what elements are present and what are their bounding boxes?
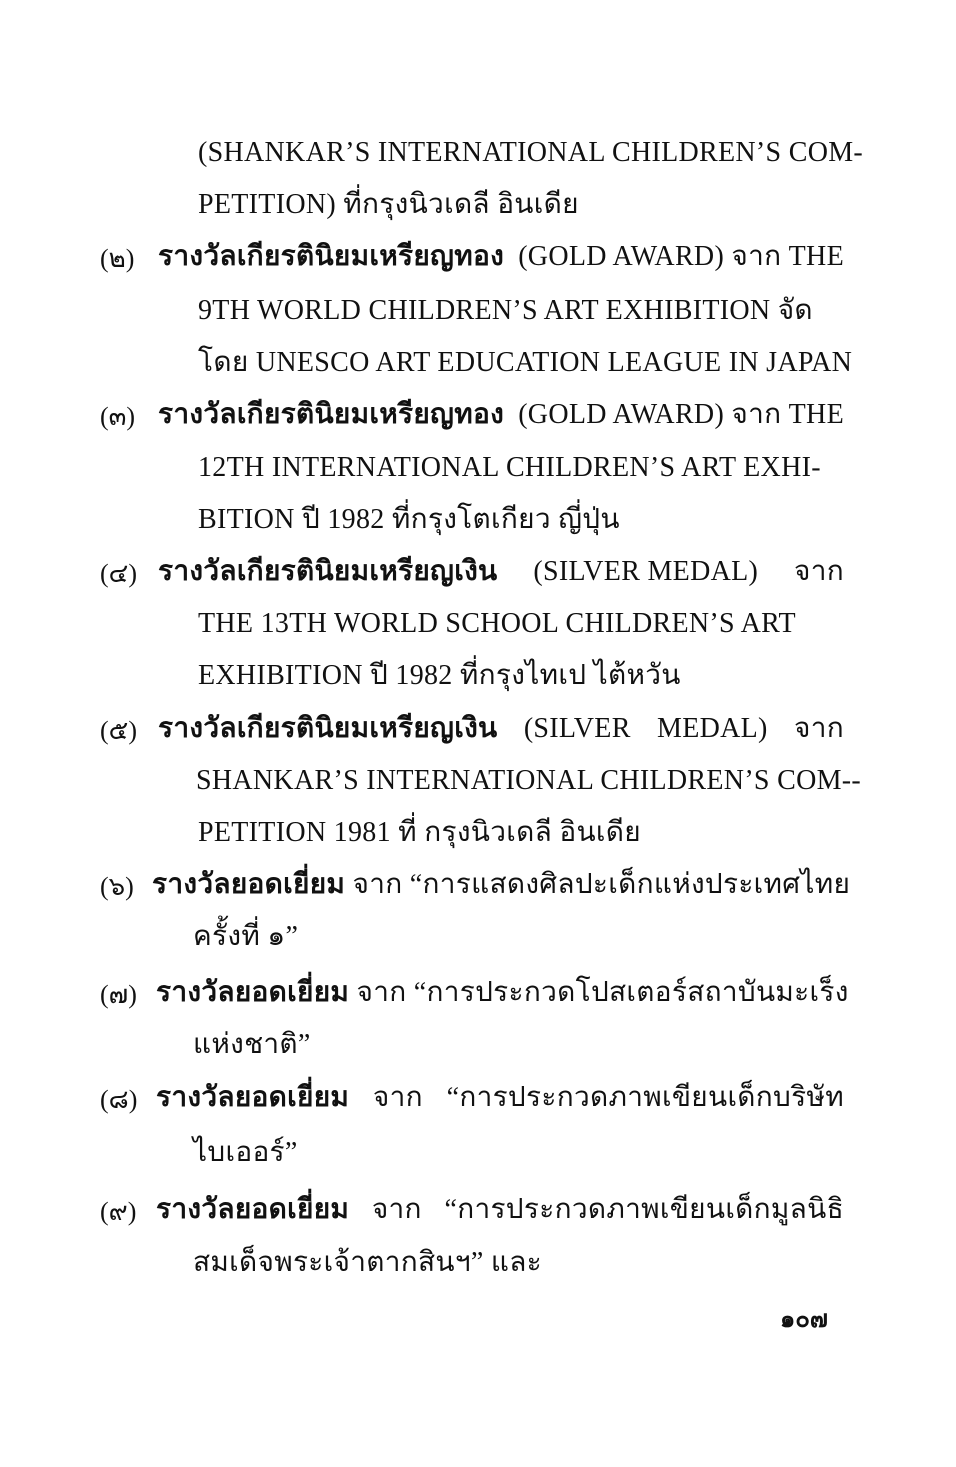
item-number: (๒) — [100, 244, 135, 273]
list-item-heading — [158, 398, 844, 432]
award-title: รางวัลเกียรตินิยมเหรียญเงิน — [158, 556, 498, 587]
list-item-heading — [152, 868, 851, 902]
award-title: รางวัลเกียรตินิยมเหรียญทอง — [158, 241, 505, 272]
award-detail: (SILVER — [523, 713, 631, 744]
item-number: (๗) — [100, 980, 137, 1009]
item-number: (๙) — [100, 1197, 137, 1226]
list-item-heading — [156, 1081, 844, 1115]
award-detail: (SILVER MEDAL) — [533, 556, 759, 587]
award-detail: จาก — [371, 1194, 422, 1225]
item-line: EXHIBITION ปี 1982 ที่กรุงไทเป ไต้หวัน — [198, 660, 681, 691]
award-title: รางวัลยอดเยี่ยม — [156, 977, 350, 1008]
award-title: รางวัลยอดเยี่ยม — [156, 1194, 350, 1225]
award-title: รางวัลยอดเยี่ยม — [152, 869, 346, 900]
list-item-heading — [156, 1193, 844, 1227]
item-line: BITION ปี 1982 ที่กรุงโตเกียว ญี่ปุ่น — [198, 504, 620, 535]
list-item-heading — [158, 240, 844, 274]
award-detail: (GOLD AWARD) จาก THE — [518, 241, 844, 272]
award-detail: MEDAL) — [657, 713, 768, 744]
item-line: 12TH INTERNATIONAL CHILDREN’S ART EXHI- — [198, 452, 821, 483]
item-number: (๘) — [100, 1085, 138, 1114]
item-number: (๔) — [100, 559, 137, 588]
item-line: โดย UNESCO ART EDUCATION LEAGUE IN JAPAN — [198, 347, 853, 378]
item-number: (๕) — [100, 716, 137, 745]
item-line-text: THE 13TH WORLD SCHOOL CHILDREN’S ART — [198, 608, 796, 639]
item-line: 9TH WORLD CHILDREN’S ART EXHIBITION จัด — [198, 295, 813, 326]
award-detail: จาก — [794, 556, 844, 587]
award-title: รางวัลเกียรตินิยมเหรียญทอง — [158, 399, 505, 430]
page-number: ๑๐๗ — [780, 1307, 828, 1333]
continuation-line-1: (SHANKAR’S INTERNATIONAL CHILDREN’S COM- — [198, 137, 864, 168]
list-item-heading — [158, 712, 844, 746]
item-number: (๓) — [100, 402, 136, 431]
item-line: SHANKAR’S INTERNATIONAL CHILDREN’S COM-- — [196, 765, 862, 796]
item-line — [198, 607, 844, 641]
award-detail: “การประกวดภาพเขียนเด็กมูลนิธิ — [444, 1194, 844, 1225]
continuation-line-2: PETITION) ที่กรุงนิวเดลี อินเดีย — [198, 189, 579, 220]
award-detail: จาก “การประกวดโปสเตอร์สถาบันมะเร็ง — [356, 977, 849, 1008]
award-detail: (GOLD AWARD) จาก THE — [518, 399, 844, 430]
item-line: แห่งชาติ” — [193, 1029, 311, 1060]
item-line: PETITION 1981 ที่ กรุงนิวเดลี อินเดีย — [198, 817, 641, 848]
award-detail: จาก — [794, 713, 844, 744]
item-line: สมเด็จพระเจ้าตากสินฯ” และ — [193, 1247, 543, 1278]
item-number: (๖) — [100, 872, 134, 901]
item-line: ครั้งที่ ๑” — [193, 921, 299, 952]
list-item-heading — [156, 976, 849, 1010]
award-title: รางวัลเกียรตินิยมเหรียญเงิน — [158, 713, 498, 744]
award-detail: จาก — [372, 1082, 423, 1113]
award-detail: จาก “การแสดงศิลปะเด็กแห่งประเทศไทย — [352, 869, 851, 900]
list-item-heading — [158, 555, 844, 589]
award-detail: “การประกวดภาพเขียนเด็กบริษัท — [446, 1082, 844, 1113]
item-line: ไบเออร์” — [193, 1137, 298, 1168]
award-title: รางวัลยอดเยี่ยม — [156, 1082, 350, 1113]
